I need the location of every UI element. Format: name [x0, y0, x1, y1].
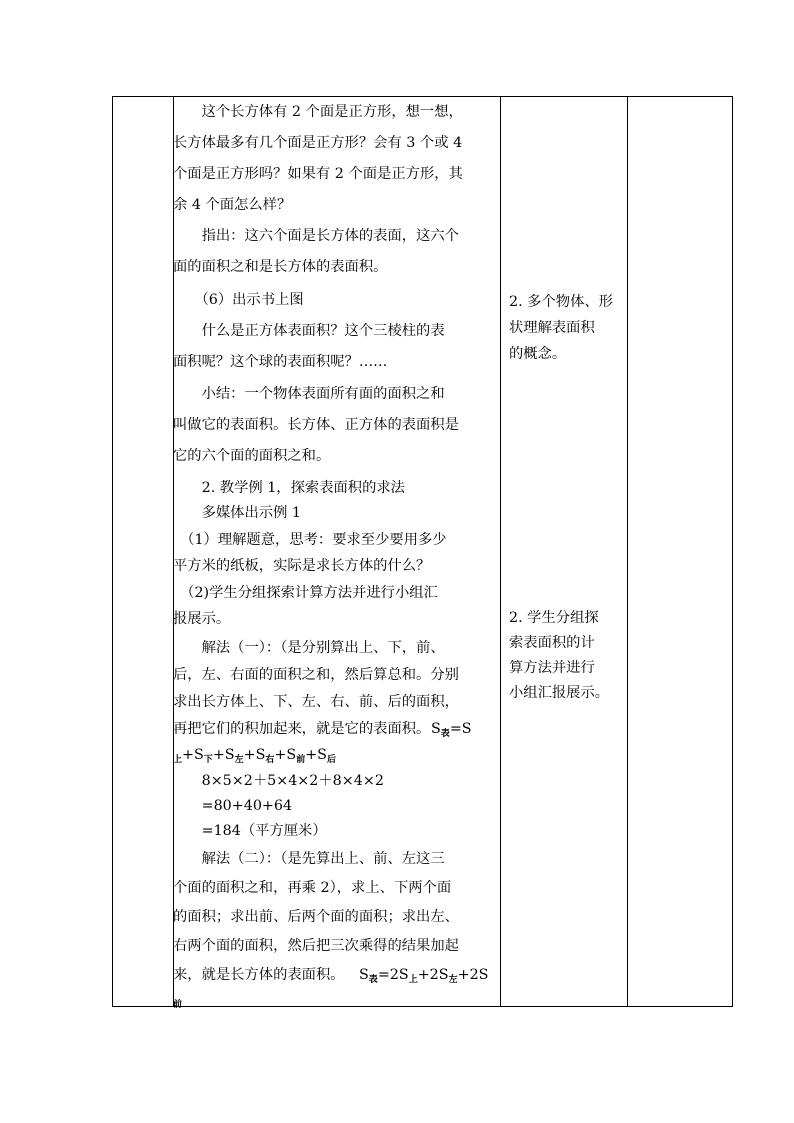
note-line: 算方法并进行	[509, 660, 595, 676]
text-line: 多媒体出示例 1	[173, 505, 302, 521]
text-line: 平方米的纸板，实际是求长方体的什么？	[173, 558, 431, 574]
text-line: 的面积；求出前、后两个面的面积；求出左、	[173, 909, 459, 925]
surface-formula-2a: $S_表=2S_上+2S_左+2S$	[359, 967, 489, 985]
text-line: 来，就是长方体的表面积。	[173, 967, 345, 983]
text-line: 它的六个面的面积之和。	[173, 448, 331, 464]
lesson-table	[112, 96, 733, 1010]
note-line: 的概念。	[509, 346, 567, 362]
column-divider	[500, 97, 501, 1006]
text-line: 叫做它的表面积。长方体、正方体的表面积是	[173, 417, 459, 433]
text-line: 后，左、右面的面积之和，然后算总和。分别	[173, 667, 459, 683]
text-line: 个面是正方形吗？如果有 2 个面是正方形，其	[173, 166, 463, 182]
text-line: =184（平方厘米）	[173, 823, 327, 839]
text-line: 指出：这六个面是长方体的表面，这六个	[173, 228, 459, 244]
note-line: 2. 学生分组探	[509, 610, 599, 626]
text-line: 余 4 个面怎么样？	[173, 197, 292, 213]
text-line: 个面的面积之和，再乘 2），求上、下两个面	[173, 880, 452, 896]
text-line: 报展示。	[173, 611, 231, 627]
note-line: 状理解表面积	[509, 320, 595, 336]
text-line: 解法（二）：（是先算出上、前、左这三	[173, 851, 445, 867]
teaching-process-column	[173, 97, 499, 1010]
text-line: 长方体最多有几个面是正方形？会有 3 个或 4	[173, 135, 463, 151]
text-line: 面的面积之和是长方体的表面积。	[173, 259, 388, 275]
text-line: 这个长方体有 2 个面是正方形，想一想，	[173, 104, 463, 120]
note-line: 小组汇报展示。	[509, 685, 610, 701]
surface-formula-1b: $_上+S_下+S_左+S_右+S_前+S_后$	[173, 747, 336, 765]
text-line: 小结：一个物体表面所有面的面积之和	[173, 386, 445, 402]
text-line: =80+40+64	[173, 798, 293, 814]
surface-formula-1a: $S_表=S$	[431, 721, 472, 739]
text-line: （1）理解题意，思考：要求至少要用多少	[173, 532, 447, 548]
text-line: 解法（一）：（是分别算出上、下，前、	[173, 640, 445, 656]
text-line: 2. 教学例 1，探索表面积的求法	[173, 480, 405, 496]
column-divider	[627, 97, 628, 1006]
design-intent-column	[509, 97, 621, 1006]
text-line: 再把它们的积加起来，就是它的表面积。	[173, 721, 431, 737]
text-line: （2)学生分组探索计算方法并进行小组汇	[173, 585, 438, 601]
text-line: 右两个面的面积，然后把三次乘得的结果加起	[173, 938, 459, 954]
text-line: （6）出示书上图	[173, 292, 304, 308]
surface-formula-2b: 前	[173, 1000, 183, 1010]
text-line: 面积呢？这个球的表面积呢？……	[173, 354, 388, 370]
text-line: 8×5×2＋5×4×2＋8×4×2	[173, 773, 384, 789]
note-line: 2. 多个物体、形	[509, 294, 613, 310]
note-line: 索表面积的计	[509, 635, 595, 651]
text-line: 什么是正方体表面积？这个三棱柱的表	[173, 323, 445, 339]
text-line: 求出长方体上、下、左、右、前、后的面积，	[173, 694, 459, 710]
